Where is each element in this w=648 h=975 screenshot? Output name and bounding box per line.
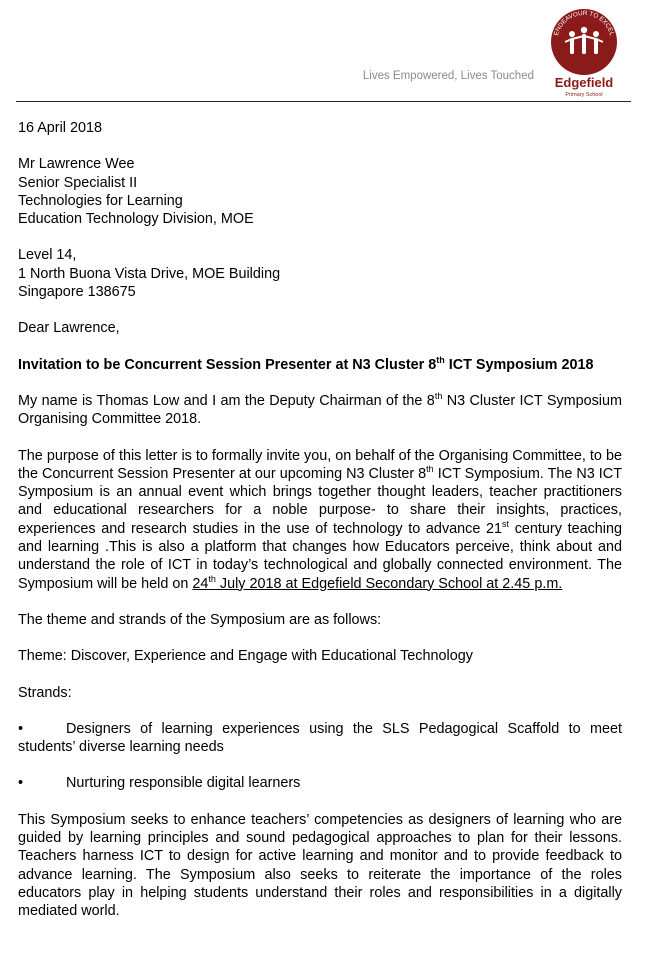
address-line-2: 1 North Buona Vista Drive, MOE Building <box>18 265 281 282</box>
recipient-title: Senior Specialist II <box>18 174 138 191</box>
letter-body <box>18 119 622 921</box>
event-date-rest: July 2018 at Edgefield Secondary School at 2.45 p.m. <box>215 575 563 592</box>
bullet-icon: • <box>18 775 24 792</box>
p1-text-1: My name is Thomas Low and I am the Deputy Chairman of the 8 <box>18 392 435 409</box>
event-date-underlined <box>192 573 563 592</box>
letterhead <box>0 0 648 102</box>
theme-line: Theme: Discover, Experience and Engage with Educational Technology <box>18 648 473 665</box>
address-line-3: Singapore 138675 <box>18 284 136 301</box>
letter-date: 16 April 2018 <box>18 120 103 136</box>
logo-name: Edgefield <box>554 75 614 90</box>
bullet-icon: • <box>18 720 24 737</box>
logo-motto: ENDEAVOUR TO EXCEL <box>552 9 616 37</box>
subject-text-2: ICT Symposium 2018 <box>444 356 594 373</box>
paragraph-purpose <box>18 447 622 593</box>
paragraph-objectives: This Symposium seeks to enhance teachers’ competencies as designers of learning who are guided by learning principles and sound pedagogical approaches to plan for their lessons. Teachers harness ICT to design for active learning and monitor and to provide feedback to advance learning. The Symposium also seeks to reiterate the importance of the roles educators play in helping students understand their roles and responsibilities in a digitally mediated world. <box>18 811 622 920</box>
letter-subject <box>18 356 622 374</box>
recipient-block <box>18 155 622 228</box>
recipient-unit: Technologies for Learning <box>18 192 183 209</box>
salutation: Dear Lawrence, <box>18 320 120 337</box>
subject-sup: th <box>436 354 445 365</box>
p1-text-2: N3 Cluster ICT Symposium Organising Committee 2018. <box>18 392 622 428</box>
p2-text-1: The purpose of this letter is to formally invite you, on behalf of the Organising Committee, to be the Concurrent Session Presenter at our upcoming N3 Cluster 8 <box>18 447 622 482</box>
school-tagline: Lives Empowered, Lives Touched <box>362 70 534 82</box>
p1-sup: th <box>434 390 443 401</box>
strand-1-text: Designers of learning experiences using the SLS Pedagogical Scaffold to meet students’ diverse learning needs <box>18 720 622 756</box>
p2-sup-1: th <box>426 463 434 474</box>
header-rule <box>16 101 631 102</box>
strand-2-text: Nurturing responsible digital learners <box>66 775 301 792</box>
event-date-day: 24 <box>192 575 209 592</box>
strand-item-1 <box>18 720 622 757</box>
p2-sup-2: st <box>502 518 510 529</box>
address-block <box>18 246 622 301</box>
paragraph-intro <box>18 392 622 429</box>
event-date-sup: th <box>208 573 216 584</box>
paragraph-theme-intro: The theme and strands of the Symposium are as follows: <box>18 611 382 628</box>
subject-text-1: Invitation to be Concurrent Session Presenter at N3 Cluster 8 <box>18 356 437 373</box>
p2-text-3: century teaching and learning .This is also a platform that changes how Educators perceive, think about and understand the role of ICT in today’s technological and globally connected environment. The Symposium will be held on <box>18 520 622 592</box>
recipient-division: Education Technology Division, MOE <box>18 211 254 228</box>
address-line-1: Level 14, <box>18 247 77 264</box>
logo-subname: Primary School <box>565 92 603 98</box>
recipient-name: Mr Lawrence Wee <box>18 156 135 173</box>
school-logo <box>545 6 623 98</box>
p2-text-2: ICT Symposium. The N3 ICT Symposium is an annual event which brings together thought leaders, teacher practitioners and educational researchers for a noble purpose- to share their insights, practices, experiences and research studies in the use of technology to advance 21 <box>18 465 622 537</box>
strand-item-2 <box>18 774 622 792</box>
strands-label: Strands: <box>18 684 72 701</box>
